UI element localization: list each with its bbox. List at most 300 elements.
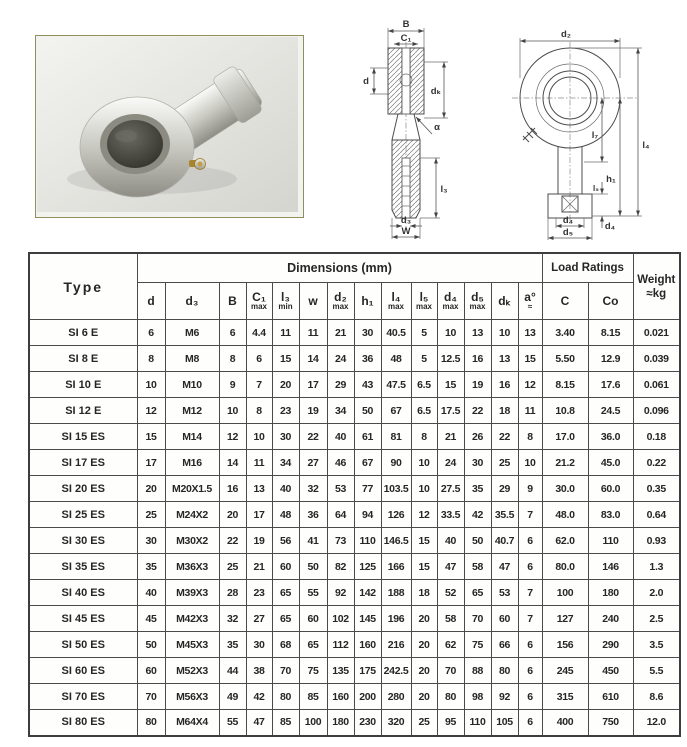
value-cell: 5 (411, 346, 437, 372)
value-cell: 14 (299, 346, 327, 372)
value-cell: 33.5 (437, 502, 464, 528)
value-cell: 10 (411, 476, 437, 502)
value-cell: 70 (272, 658, 299, 684)
value-cell: M39X3 (165, 580, 219, 606)
value-cell: 80 (137, 710, 165, 736)
value-cell: 22 (464, 398, 491, 424)
value-cell: 8 (219, 346, 246, 372)
value-cell: 135 (327, 658, 354, 684)
value-cell: 0.93 (633, 528, 680, 554)
value-cell: 0.64 (633, 502, 680, 528)
value-cell: 42 (246, 684, 272, 710)
value-cell: 68 (272, 632, 299, 658)
value-cell: 13 (518, 320, 542, 346)
value-cell: 10 (437, 320, 464, 346)
value-cell: 27.5 (437, 476, 464, 502)
value-cell: 16 (219, 476, 246, 502)
value-cell: 21.2 (542, 450, 588, 476)
value-cell: 102 (327, 606, 354, 632)
value-cell: 16 (491, 372, 518, 398)
spec-table (28, 252, 681, 737)
dimensions-header: Dimensions (mm) (137, 253, 542, 283)
table-row (29, 658, 680, 684)
table-row (29, 450, 680, 476)
value-cell: 196 (381, 606, 411, 632)
type-cell: SI 40 ES (29, 580, 137, 606)
value-cell: M64X4 (165, 710, 219, 736)
value-cell: 45 (137, 606, 165, 632)
value-cell: 58 (464, 554, 491, 580)
dim-label-l5: l₅ (593, 184, 599, 193)
value-cell: 40 (272, 476, 299, 502)
value-cell: 22 (219, 528, 246, 554)
value-cell: 17 (137, 450, 165, 476)
value-cell: 9 (518, 476, 542, 502)
value-cell: 0.061 (633, 372, 680, 398)
value-cell: M42X3 (165, 606, 219, 632)
value-cell: 9 (219, 372, 246, 398)
value-cell: 0.22 (633, 450, 680, 476)
dim-label-d4-right: d₄ (604, 221, 616, 232)
type-cell: SI 12 E (29, 398, 137, 424)
value-cell: 53 (327, 476, 354, 502)
value-cell: 13 (491, 346, 518, 372)
value-cell: 103.5 (381, 476, 411, 502)
value-cell: 7 (518, 502, 542, 528)
value-cell: 30 (464, 450, 491, 476)
dim-label-d2: d₂ (560, 29, 572, 40)
dim-label-W: W (401, 226, 411, 237)
weight-header (633, 253, 680, 320)
value-cell: 60 (137, 658, 165, 684)
table-row (29, 710, 680, 736)
value-cell: 8.15 (542, 372, 588, 398)
value-cell: 10.8 (542, 398, 588, 424)
dim-label-d3: d₃ (400, 215, 412, 226)
diagram-side-section (360, 18, 460, 245)
value-cell: 46 (327, 450, 354, 476)
value-cell: 21 (246, 554, 272, 580)
dim-label-B: B (402, 19, 410, 30)
value-cell: 32 (219, 606, 246, 632)
value-cell: 92 (491, 684, 518, 710)
column-header: l₅ max (411, 283, 437, 320)
value-cell: 18 (491, 398, 518, 424)
value-cell: 160 (327, 684, 354, 710)
value-cell: 44 (219, 658, 246, 684)
column-header: d₂ max (327, 283, 354, 320)
value-cell: 5.50 (542, 346, 588, 372)
value-cell: 30 (354, 320, 381, 346)
value-cell: 0.021 (633, 320, 680, 346)
value-cell: 12.5 (437, 346, 464, 372)
value-cell: 8 (246, 398, 272, 424)
value-cell: 34 (327, 398, 354, 424)
dim-label-l4: l₄ (642, 140, 650, 151)
value-cell: 10 (137, 372, 165, 398)
value-cell: 7 (518, 580, 542, 606)
value-cell: 62 (437, 632, 464, 658)
column-header: C₁ max (246, 283, 272, 320)
value-cell: 11 (299, 320, 327, 346)
value-cell: 29 (327, 372, 354, 398)
table-row (29, 632, 680, 658)
value-cell: M56X3 (165, 684, 219, 710)
value-cell: M10 (165, 372, 219, 398)
value-cell: 145 (354, 606, 381, 632)
column-header: a° ≈ (518, 283, 542, 320)
value-cell: 180 (588, 580, 633, 606)
value-cell: 30 (272, 424, 299, 450)
value-cell: 2.5 (633, 606, 680, 632)
value-cell: 32 (299, 476, 327, 502)
value-cell: 98 (464, 684, 491, 710)
value-cell: 125 (354, 554, 381, 580)
value-cell: 3.5 (633, 632, 680, 658)
value-cell: 36.0 (588, 424, 633, 450)
type-cell: SI 45 ES (29, 606, 137, 632)
value-cell: 48 (272, 502, 299, 528)
column-header: l₃ min (272, 283, 299, 320)
value-cell: 43 (354, 372, 381, 398)
value-cell: 67 (381, 398, 411, 424)
value-cell: 34 (272, 450, 299, 476)
value-cell: 7 (246, 372, 272, 398)
type-cell: SI 10 E (29, 372, 137, 398)
value-cell: 65 (464, 580, 491, 606)
value-cell: 12.0 (633, 710, 680, 736)
dim-label-d4: d₄ (562, 215, 574, 226)
load-ratings-header: Load Ratings (542, 253, 633, 283)
type-cell: SI 25 ES (29, 502, 137, 528)
value-cell: 15 (137, 424, 165, 450)
value-cell: 55 (299, 580, 327, 606)
value-cell: 0.096 (633, 398, 680, 424)
table-row (29, 476, 680, 502)
value-cell: 62.0 (542, 528, 588, 554)
value-cell: 142 (354, 580, 381, 606)
value-cell: 29 (491, 476, 518, 502)
value-cell: 41 (299, 528, 327, 554)
value-cell: 21 (327, 320, 354, 346)
value-cell: 90 (381, 450, 411, 476)
value-cell: M36X3 (165, 554, 219, 580)
type-cell: SI 30 ES (29, 528, 137, 554)
value-cell: 10 (491, 320, 518, 346)
value-cell: 230 (354, 710, 381, 736)
table-row (29, 580, 680, 606)
value-cell: 65 (272, 606, 299, 632)
value-cell: 290 (588, 632, 633, 658)
value-cell: 18 (411, 580, 437, 606)
value-cell: 50 (464, 528, 491, 554)
value-cell: 11 (518, 398, 542, 424)
diagram-front-view (498, 16, 670, 249)
value-cell: 110 (588, 528, 633, 554)
value-cell: 20 (411, 658, 437, 684)
value-cell: 85 (272, 710, 299, 736)
value-cell: 40 (137, 580, 165, 606)
value-cell: 81 (381, 424, 411, 450)
dim-label-d: d (363, 76, 369, 87)
value-cell: 15 (437, 372, 464, 398)
value-cell: 20 (411, 606, 437, 632)
value-cell: 67 (354, 450, 381, 476)
value-cell: 3.40 (542, 320, 588, 346)
table-row (29, 684, 680, 710)
value-cell: 22 (299, 424, 327, 450)
value-cell: 12 (411, 502, 437, 528)
value-cell: 7 (518, 606, 542, 632)
value-cell: 80 (272, 684, 299, 710)
value-cell: 175 (354, 658, 381, 684)
value-cell: 95 (437, 710, 464, 736)
value-cell: 160 (354, 632, 381, 658)
value-cell: 12.9 (588, 346, 633, 372)
type-header: Type (29, 253, 137, 320)
value-cell: 40.5 (381, 320, 411, 346)
value-cell: 70 (437, 658, 464, 684)
column-header: w (299, 283, 327, 320)
value-cell: 80.0 (542, 554, 588, 580)
value-cell: 35.5 (491, 502, 518, 528)
value-cell: 30 (246, 632, 272, 658)
value-cell: 75 (464, 632, 491, 658)
value-cell: 6 (137, 320, 165, 346)
header-row (29, 253, 680, 283)
column-header: B (219, 283, 246, 320)
column-header: d (137, 283, 165, 320)
type-cell: SI 20 ES (29, 476, 137, 502)
value-cell: 110 (464, 710, 491, 736)
value-cell: 17.5 (437, 398, 464, 424)
value-cell: 60 (272, 554, 299, 580)
head-section (388, 48, 424, 114)
value-cell: 70 (137, 684, 165, 710)
value-cell: 6 (518, 658, 542, 684)
table-row (29, 606, 680, 632)
value-cell: 56 (272, 528, 299, 554)
value-cell: 110 (354, 528, 381, 554)
value-cell: 65 (299, 632, 327, 658)
value-cell: 216 (381, 632, 411, 658)
value-cell: 15 (272, 346, 299, 372)
value-cell: 61 (354, 424, 381, 450)
value-cell: 156 (542, 632, 588, 658)
value-cell: 11 (246, 450, 272, 476)
type-cell: SI 70 ES (29, 684, 137, 710)
value-cell: 35 (464, 476, 491, 502)
weight-label: Weight (637, 273, 676, 286)
value-cell: 166 (381, 554, 411, 580)
value-cell: 5 (411, 320, 437, 346)
value-cell: 6 (518, 528, 542, 554)
value-cell: 17 (246, 502, 272, 528)
value-cell: 200 (354, 684, 381, 710)
value-cell: 17.0 (542, 424, 588, 450)
product-photo-frame (35, 35, 304, 218)
value-cell: 15 (411, 528, 437, 554)
value-cell: 73 (327, 528, 354, 554)
type-cell: SI 6 E (29, 320, 137, 346)
value-cell: 30.0 (542, 476, 588, 502)
value-cell: 6 (219, 320, 246, 346)
value-cell: 5.5 (633, 658, 680, 684)
value-cell: 6 (518, 632, 542, 658)
column-header: Co (588, 283, 633, 320)
table-body (29, 320, 680, 736)
value-cell: 610 (588, 684, 633, 710)
value-cell: 245 (542, 658, 588, 684)
value-cell: 8 (137, 346, 165, 372)
value-cell: 240 (588, 606, 633, 632)
value-cell: 112 (327, 632, 354, 658)
value-cell: 80 (491, 658, 518, 684)
value-cell: 27 (299, 450, 327, 476)
table-row (29, 502, 680, 528)
value-cell: 64 (327, 502, 354, 528)
column-header: dₖ (491, 283, 518, 320)
value-cell: 19 (299, 398, 327, 424)
value-cell: 85 (299, 684, 327, 710)
value-cell: 80 (437, 684, 464, 710)
value-cell: 55 (219, 710, 246, 736)
value-cell: 38 (246, 658, 272, 684)
value-cell: 4.4 (246, 320, 272, 346)
value-cell: 40 (327, 424, 354, 450)
type-cell: SI 35 ES (29, 554, 137, 580)
column-header: d₄ max (437, 283, 464, 320)
table-row (29, 528, 680, 554)
value-cell: M24X2 (165, 502, 219, 528)
value-cell: 105 (491, 710, 518, 736)
value-cell: 146 (588, 554, 633, 580)
table-row (29, 424, 680, 450)
value-cell: 6 (518, 684, 542, 710)
value-cell: M16 (165, 450, 219, 476)
value-cell: 77 (354, 476, 381, 502)
value-cell: 0.039 (633, 346, 680, 372)
table-row (29, 398, 680, 424)
dim-label-C1: C₁ (400, 33, 412, 44)
value-cell: 50 (354, 398, 381, 424)
value-cell: 22 (491, 424, 518, 450)
value-cell: 40.7 (491, 528, 518, 554)
value-cell: 10 (411, 450, 437, 476)
value-cell: 47 (437, 554, 464, 580)
value-cell: 75 (299, 658, 327, 684)
value-cell: 180 (327, 710, 354, 736)
value-cell: M52X3 (165, 658, 219, 684)
value-cell: 10 (518, 450, 542, 476)
value-cell: 66 (491, 632, 518, 658)
value-cell: 280 (381, 684, 411, 710)
type-cell: SI 8 E (29, 346, 137, 372)
value-cell: 24.5 (588, 398, 633, 424)
value-cell: M14 (165, 424, 219, 450)
value-cell: 58 (437, 606, 464, 632)
value-cell: 24 (327, 346, 354, 372)
value-cell: 6 (246, 346, 272, 372)
value-cell: 750 (588, 710, 633, 736)
value-cell: 47 (246, 710, 272, 736)
value-cell: 25 (137, 502, 165, 528)
value-cell: 45.0 (588, 450, 633, 476)
value-cell: 20 (272, 372, 299, 398)
value-cell: 25 (491, 450, 518, 476)
value-cell: 6 (518, 554, 542, 580)
value-cell: 10 (246, 424, 272, 450)
value-cell: 8 (518, 424, 542, 450)
value-cell: 65 (272, 580, 299, 606)
value-cell: 19 (246, 528, 272, 554)
value-cell: 400 (542, 710, 588, 736)
value-cell: 35 (137, 554, 165, 580)
value-cell: 21 (437, 424, 464, 450)
value-cell: 12 (137, 398, 165, 424)
value-cell: 0.18 (633, 424, 680, 450)
value-cell: 20 (411, 632, 437, 658)
value-cell: 20 (219, 502, 246, 528)
value-cell: 0.35 (633, 476, 680, 502)
value-cell: 82 (327, 554, 354, 580)
table-row (29, 320, 680, 346)
value-cell: 36 (354, 346, 381, 372)
value-cell: 19 (464, 372, 491, 398)
value-cell: 20 (137, 476, 165, 502)
column-header: d₅ max (464, 283, 491, 320)
value-cell: 52 (437, 580, 464, 606)
value-cell: 126 (381, 502, 411, 528)
value-cell: 320 (381, 710, 411, 736)
value-cell: 36 (299, 502, 327, 528)
table-row (29, 346, 680, 372)
value-cell: 47 (491, 554, 518, 580)
value-cell: 49 (219, 684, 246, 710)
table-row (29, 554, 680, 580)
product-photo (37, 37, 298, 212)
dim-label-l7: l₇ (591, 130, 599, 141)
value-cell: 14 (219, 450, 246, 476)
value-cell: 50 (299, 554, 327, 580)
bore-highlight (115, 130, 137, 142)
value-cell: M45X3 (165, 632, 219, 658)
dim-label-dk: dₖ (430, 86, 442, 97)
value-cell: 17 (299, 372, 327, 398)
column-header: h₁ (354, 283, 381, 320)
value-cell: 10 (219, 398, 246, 424)
value-cell: 23 (246, 580, 272, 606)
value-cell: M8 (165, 346, 219, 372)
value-cell: 15 (411, 554, 437, 580)
value-cell: 42 (464, 502, 491, 528)
value-cell: 2.0 (633, 580, 680, 606)
dim-label-alpha: α (434, 122, 440, 133)
column-header: C (542, 283, 588, 320)
value-cell: M30X2 (165, 528, 219, 554)
grease-nipple-icon (523, 128, 537, 142)
value-cell: 24 (437, 450, 464, 476)
value-cell: 315 (542, 684, 588, 710)
value-cell: 50 (137, 632, 165, 658)
value-cell: 27 (246, 606, 272, 632)
type-cell: SI 80 ES (29, 710, 137, 736)
value-cell: 12 (219, 424, 246, 450)
value-cell: 60.0 (588, 476, 633, 502)
value-cell: 100 (299, 710, 327, 736)
table-row (29, 372, 680, 398)
type-cell: SI 60 ES (29, 658, 137, 684)
